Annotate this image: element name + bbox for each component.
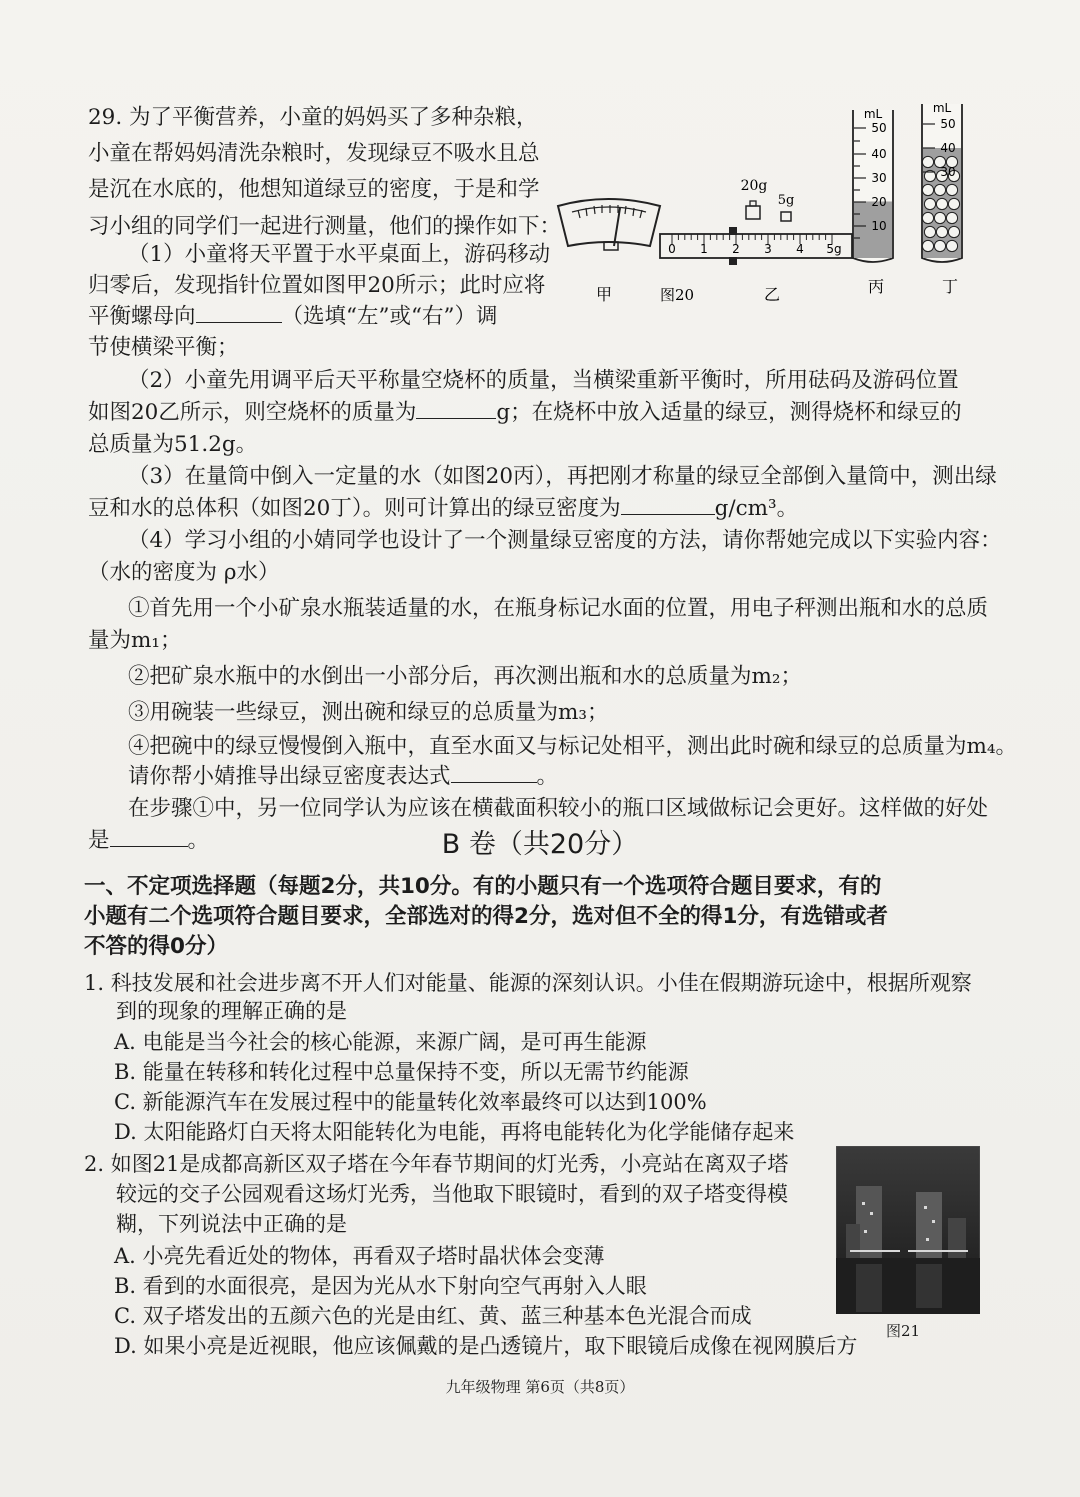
answer-blank-expression[interactable]	[451, 782, 537, 783]
cyl-ding-tick-40: 40	[940, 141, 956, 155]
scale-label-2: 2	[732, 242, 740, 256]
weight-20g	[746, 206, 760, 219]
answer-blank-beaker-mass[interactable]	[416, 418, 496, 419]
q29-intro-2: 小童在帮妈妈清洗杂粮时，发现绿豆不吸水且总	[88, 141, 540, 166]
page-footer: 九年级物理 第6页（共8页）	[445, 1378, 635, 1396]
scale-label-5g: 5g	[826, 242, 842, 256]
q29-intro-1: 29. 为了平衡营养，小童的妈妈买了多种杂粮，	[88, 105, 538, 130]
weight-5g	[781, 212, 791, 221]
q29-step1-line2: 量为m₁；	[88, 628, 182, 653]
b2-stem-line3: 糊，下列说法中正确的是	[116, 1212, 347, 1236]
bean	[946, 184, 957, 195]
answer-blank-direction[interactable]	[196, 322, 282, 323]
cyl-bing-tick-20: 20	[871, 195, 887, 209]
fig20-label-yi: 乙	[764, 285, 781, 304]
q29-better-line1: 在步骤①中，另一位同学认为应该在横截面积较小的瓶口区域做标记会更好。这样做的好处	[128, 796, 989, 821]
bean	[922, 240, 933, 251]
bean	[924, 198, 935, 209]
q29-p1-line4: 节使横梁平衡；	[88, 335, 239, 360]
q29-better-line2: 是 。	[88, 828, 210, 853]
b1-option-a[interactable]: A. 电能是当今社会的核心能源，来源广阔，是可再生能源	[114, 1030, 647, 1054]
q29-p4-line1: （4）学习小组的小婧同学也设计了一个测量绿豆密度的方法，请你帮她完成以下实验内容：	[128, 528, 1002, 553]
b1-option-c[interactable]: C. 新能源汽车在发展过程中的能量转化效率最终可以达到100%	[114, 1090, 707, 1114]
rider-scale	[660, 227, 852, 265]
fig20-label: 图20	[660, 286, 695, 304]
weight-5g-label: 5g	[777, 193, 795, 208]
q29-step3: ③用碗装一些绿豆，测出碗和绿豆的总质量为m₃；	[128, 700, 609, 725]
b2-option-d[interactable]: D. 如果小亮是近视眼，他应该佩戴的是凸透镜片，取下眼镜后成像在视网膜后方	[114, 1334, 858, 1358]
cyl-bing-tick-30: 30	[871, 171, 887, 185]
b2-option-b[interactable]: B. 看到的水面很亮，是因为光从水下射向空气再射入人眼	[114, 1274, 647, 1298]
answer-blank-density[interactable]	[621, 514, 715, 515]
cyl-bing-unit: mL	[863, 107, 883, 121]
b2-stem-line1: 2. 如图21是成都高新区双子塔在今年春节期间的灯光秀，小亮站在离双子塔	[84, 1152, 789, 1176]
section-b-part1-line3: 不答的得0分）	[84, 934, 228, 959]
bean	[922, 212, 933, 223]
bean	[946, 212, 957, 223]
q29-p4-line2: （水的密度为 ρ水）	[88, 560, 280, 585]
scale-label-0: 0	[668, 242, 676, 256]
b1-option-b[interactable]: B. 能量在转移和转化过程中总量保持不变，所以无需节约能源	[114, 1060, 689, 1084]
figure-20	[548, 96, 978, 306]
fig20-label-bing: 丙	[868, 277, 885, 296]
scale-label-1: 1	[700, 242, 708, 256]
q29-step2: ②把矿泉水瓶中的水倒出一小部分后，再次测出瓶和水的总质量为m₂；	[128, 664, 803, 689]
bean	[934, 184, 945, 195]
weight-20g-label: 20g	[740, 178, 768, 194]
bean	[934, 212, 945, 223]
bean	[934, 240, 945, 251]
q29-derive: 请你帮小婧推导出绿豆密度表达式 。	[128, 764, 559, 789]
q29-p2-line1: （2）小童先用调平后天平称量空烧杯的质量，当横梁重新平衡时，所用砝码及游码位置	[128, 368, 959, 393]
cylinder-bing	[853, 107, 893, 262]
bean	[936, 226, 947, 237]
bean	[946, 240, 957, 251]
b2-stem-line2: 较远的交子公园观看这场灯光秀，当他取下眼镜时，看到的双子塔变得模	[116, 1182, 788, 1206]
cyl-ding-tick-50: 50	[940, 117, 956, 131]
cyl-ding-unit: mL	[932, 101, 952, 115]
b1-option-d[interactable]: D. 太阳能路灯白天将太阳能转化为电能，再将电能转化为化学能储存起来	[114, 1120, 795, 1144]
q29-step4: ④把碗中的绿豆慢慢倒入瓶中，直至水面又与标记处相平，测出此时碗和绿豆的总质量为m₄。	[128, 734, 1018, 759]
q29-p2-line2: 如图20乙所示，则空烧杯的质量为 g；在烧杯中放入适量的绿豆，测得烧杯和绿豆的	[88, 400, 962, 425]
q29-p2-line3: 总质量为51.2g。	[88, 432, 258, 457]
cyl-ding-tick-30: 30	[940, 165, 956, 179]
q29-p3-line2: 豆和水的总体积（如图20丁）。则可计算出的绿豆密度为 g/cm³。	[88, 496, 799, 521]
b1-stem-line2: 到的现象的理解正确的是	[116, 999, 347, 1023]
cyl-bing-tick-40: 40	[871, 147, 887, 161]
bean	[922, 184, 933, 195]
figure-21-photo	[836, 1146, 980, 1314]
fig21-label: 图21	[886, 1322, 921, 1340]
rider-bottom	[729, 257, 737, 265]
b2-option-c[interactable]: C. 双子塔发出的五颜六色的光是由红、黄、蓝三种基本色光混合而成	[114, 1304, 752, 1328]
b1-stem-line1: 1. 科技发展和社会进步离不开人们对能量、能源的深刻认识。小佳在假期游玩途中，根据所观察	[84, 971, 972, 995]
bean	[922, 156, 933, 167]
rider-top	[729, 227, 737, 235]
q29-intro-4: 习小组的同学们一起进行测量，他们的操作如下：	[88, 214, 562, 239]
q29-intro-3: 是沉在水底的，他想知道绿豆的密度，于是和学	[88, 177, 540, 202]
b2-option-a[interactable]: A. 小亮先看近处的物体，再看双子塔时晶状体会变薄	[114, 1244, 605, 1268]
cylinder-ding	[922, 101, 962, 262]
q29-p3-line1: （3）在量筒中倒入一定量的水（如图20丙），再把刚才称量的绿豆全部倒入量筒中，测出绿	[128, 464, 997, 489]
section-b-part1-line1: 一、不定项选择题（每题2分，共10分。有的小题只有一个选项符合题目要求，有的	[84, 874, 882, 899]
scale-label-4: 4	[796, 242, 804, 256]
q29-p1-line3: 平衡螺母向 （选填“左”或“右”）调	[88, 304, 498, 329]
q29-step1-line1: ①首先用一个小矿泉水瓶装适量的水，在瓶身标记水面的位置，用电子秤测出瓶和水的总质	[128, 596, 989, 621]
q29-p1-line2: 归零后，发现指针位置如图甲20所示；此时应将	[88, 273, 546, 298]
section-b-part1-line2: 小题有二个选项符合题目要求，全部选对的得2分，选对但不全的得1分，有选错或者	[84, 904, 888, 929]
section-b-title: B 卷（共20分）	[441, 829, 639, 860]
cyl-bing-tick-10: 10	[871, 219, 887, 233]
fig20-label-ding: 丁	[942, 277, 959, 296]
fig20-label-jia: 甲	[596, 285, 613, 304]
bean	[948, 226, 959, 237]
balance-pointer-diagram	[558, 199, 660, 250]
bean	[948, 198, 959, 209]
bean	[936, 198, 947, 209]
scale-label-3: 3	[764, 242, 772, 256]
weights-group	[741, 178, 795, 221]
cyl-bing-tick-50: 50	[871, 121, 887, 135]
q29-p1-line1: （1）小童将天平置于水平桌面上，游码移动	[128, 242, 551, 267]
bean	[924, 226, 935, 237]
pointer-needle	[614, 208, 620, 246]
